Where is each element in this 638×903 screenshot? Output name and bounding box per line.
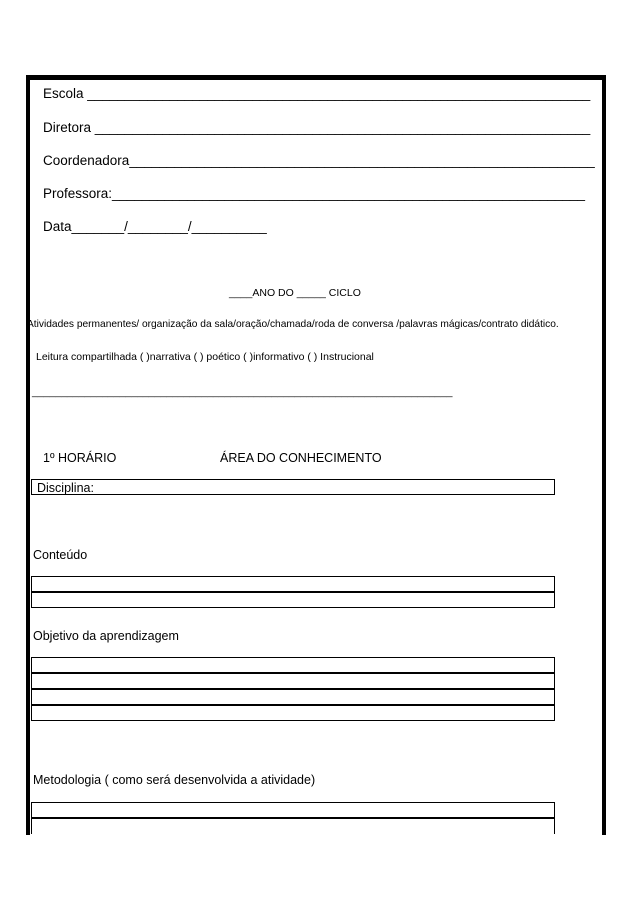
conteudo-field-1[interactable] [31,576,555,592]
leitura-options: Leitura compartilhada ( )narrativa ( ) poético ( )informativo ( ) Instrucional [36,351,374,363]
coordenadora-line: Coordenadora______________________________________________________________ [43,153,595,168]
page-frame-left [26,75,30,835]
objetivo-label: Objetivo da aprendizagem [33,629,179,643]
objetivo-field-2[interactable] [31,673,555,689]
disciplina-field[interactable] [31,479,555,495]
professora-line: Professora:_______________________________________________________________ [43,186,586,201]
objetivo-field-3[interactable] [31,689,555,705]
atividades-text: Atividades permanentes/ organização da sala/oração/chamada/roda de conversa /palavras mágicas/contrato didático. [27,319,559,330]
disciplina-label: Disciplina: [37,481,94,495]
ano-ciclo-line: ____ANO DO _____ CICLO [229,287,361,299]
objetivo-field-1[interactable] [31,657,555,673]
page-frame-right [602,75,606,835]
escola-line: Escola ___________________________________________________________________ [43,86,591,101]
horario-label: 1º HORÁRIO [43,451,117,465]
area-conhecimento-label: ÁREA DO CONHECIMENTO [220,451,382,465]
metodologia-label: Metodologia ( como será desenvolvida a atividade) [33,773,316,787]
metodologia-field-2[interactable] [31,818,555,834]
data-line: Data_______/________/__________ [43,219,267,234]
page-frame-top [26,75,606,80]
conteudo-field-2[interactable] [31,592,555,608]
metodologia-field-1[interactable] [31,802,555,818]
separator-line: ________________________________________________________________________ [32,386,453,398]
conteudo-label: Conteúdo [33,548,88,562]
diretora-line: Diretora __________________________________________________________________ [43,120,591,135]
objetivo-field-4[interactable] [31,705,555,721]
